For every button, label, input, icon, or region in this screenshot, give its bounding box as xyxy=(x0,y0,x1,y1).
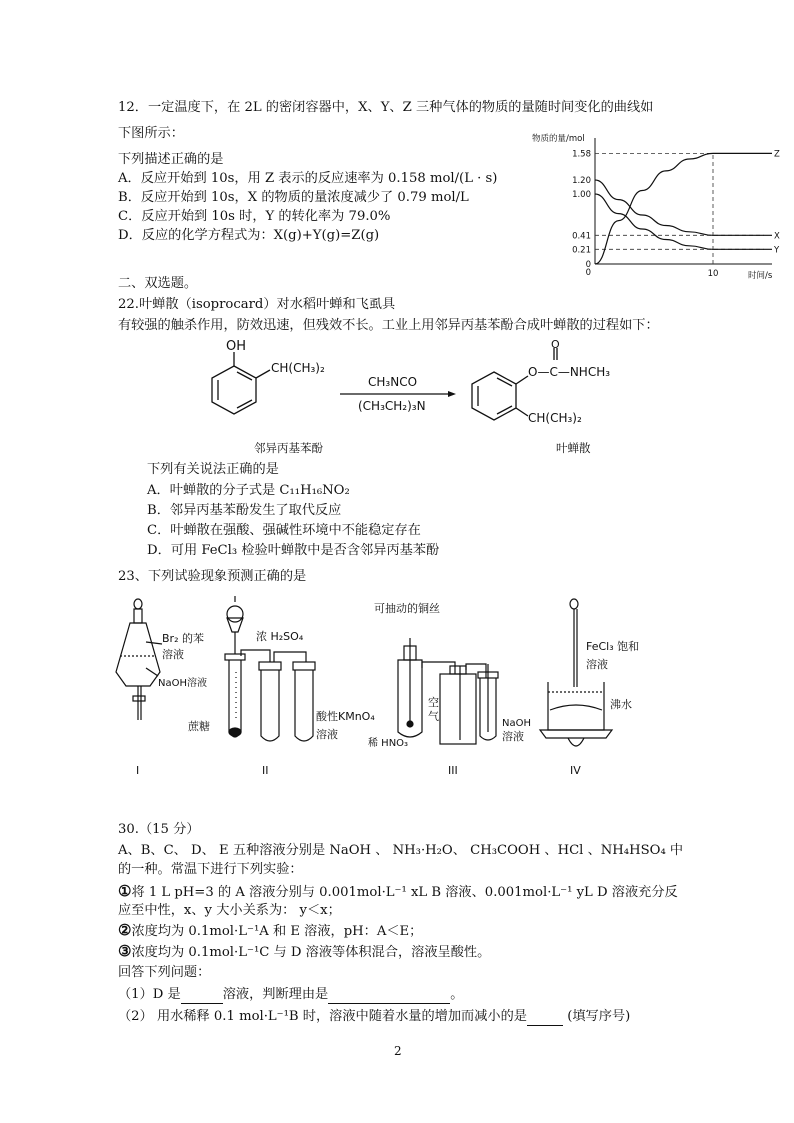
chart-xlabel: 时间/s xyxy=(748,271,773,281)
q30-sub1-c: 。 xyxy=(450,987,464,1002)
apparatus-iv-ferric-chloride-boiling-water xyxy=(540,599,612,746)
q30-title: 30.（15 分） xyxy=(118,822,200,837)
circled-number-3: ③ xyxy=(118,942,132,960)
product-benzene-ring xyxy=(472,348,557,420)
apparatus-diagrams xyxy=(110,592,670,782)
circled-number-1: ① xyxy=(118,882,132,900)
q23-title: 23、下列试验现象预测正确的是 xyxy=(118,569,307,584)
apparatus-ii-number: II xyxy=(262,764,269,777)
series-label-y: Y xyxy=(774,245,780,256)
q22-option-a: A．叶蝉散的分子式是 C₁₁H₁₆NO₂ xyxy=(147,483,350,498)
i-label-solution: 溶液 xyxy=(162,648,184,661)
q30-item1 xyxy=(118,882,678,902)
q30-sub1-b: 溶液，判断理由是 xyxy=(222,987,329,1002)
iii-label-solution: 溶液 xyxy=(502,730,524,743)
iv-label-boiling-water: 沸水 xyxy=(610,698,632,711)
iii-label-hno3: 稀 HNO₃ xyxy=(368,738,409,749)
product-carbonyl-o: O xyxy=(551,338,560,351)
apparatus-iv-number: IV xyxy=(570,764,581,777)
q30-line3: 将 1 L pH=3 的 A 溶液分别与 0.001mol·L⁻¹ xL B 溶液、0.001mol·L⁻¹ yL D 溶液充分反 xyxy=(131,885,678,900)
q30-sub1 xyxy=(118,986,463,1004)
series-label-x: X xyxy=(774,231,780,242)
amount-vs-time-chart xyxy=(530,128,785,284)
ii-label-kmno4: 酸性KMnO₄ xyxy=(316,710,375,723)
reactant-oh-label: OH xyxy=(226,339,247,354)
reactant-isopropyl-label: CH(CH₃)₂ xyxy=(271,361,325,375)
q30-line7: 回答下列问题： xyxy=(118,965,211,980)
q22-option-d: D．可用 FeCl₃ 检验叶蝉散中是否含邻异丙基苯酚 xyxy=(147,543,440,558)
apparatus-iii-number: III xyxy=(448,764,458,777)
q22-title: 22.叶蝉散（isoprocard）对水稻叶蝉和飞虱具 xyxy=(118,297,396,312)
reaction-arrowhead xyxy=(448,391,456,397)
section2-title: 二、双选题。 xyxy=(118,276,198,291)
q30-line1: A、B、C、 D、 E 五种溶液分别是 NaOH 、 NH₃·H₂O、 CH₃COOH 、HCl 、NH₄HSO₄ 中 xyxy=(118,843,684,858)
q12-option-b: B．反应开始到 10s，X 的物质的量浓度减少了 0.79 mol/L xyxy=(118,190,469,205)
series-line-x xyxy=(595,180,772,235)
answer-blank-3[interactable] xyxy=(527,1012,563,1026)
q30-line2: 的一种。常温下进行下列实验： xyxy=(118,862,303,877)
q30-sub2 xyxy=(118,1008,630,1026)
iii-label-air2: 气 xyxy=(428,710,439,723)
q22-option-c: C．叶蝉散在强酸、强碱性环境中不能稳定存在 xyxy=(147,523,421,538)
q30-line4: 应至中性，x、y 大小关系为： y＜x； xyxy=(118,903,341,918)
q30-line5: 浓度均为 0.1mol·L⁻¹A 和 E 溶液，pH：A＜E； xyxy=(131,924,423,939)
reaction-scheme xyxy=(190,338,650,458)
apparatus-i-separatory-funnel xyxy=(116,599,162,720)
product-isopropyl-label: CH(CH₃)₂ xyxy=(528,411,582,425)
q12-option-a: A．反应开始到 10s，用 Z 表示的反应速率为 0.158 mol/(L · s) xyxy=(118,171,498,186)
y-tick-label: 0 xyxy=(585,260,591,270)
ii-label-sucrose: 蔗糖 xyxy=(188,720,210,733)
reagent-top: CH₃NCO xyxy=(368,375,418,389)
y-tick-label: 1.20 xyxy=(572,176,591,186)
series-line-y xyxy=(595,194,772,249)
chart-ylabel: 物质的量/mol xyxy=(532,134,585,144)
apparatus-iii-copper-wire-nitric-acid xyxy=(398,638,498,744)
page-number: 2 xyxy=(394,1044,402,1058)
q30-item3 xyxy=(118,942,490,962)
product-name: 叶蝉散 xyxy=(556,441,591,455)
q12-prompt: 下列描述正确的是 xyxy=(118,152,224,167)
apparatus-i-number: I xyxy=(136,764,140,777)
y-tick-label: 1.00 xyxy=(572,190,591,200)
i-label-bromine: Br₂ 的苯 xyxy=(162,632,204,645)
iii-label-naoh: NaOH xyxy=(502,718,531,729)
q12-stem-line2: 下图所示： xyxy=(118,126,184,141)
reagent-bottom: (CH₃CH₂)₃N xyxy=(358,399,426,413)
series-label-z: Z xyxy=(774,149,780,160)
q30-sub2-b: (填写序号) xyxy=(563,1009,631,1024)
circled-number-2: ② xyxy=(118,921,132,939)
y-tick-label: 0.21 xyxy=(572,245,591,256)
iii-label-air1: 空 xyxy=(428,696,439,709)
q22-option-b: B．邻异丙基苯酚发生了取代反应 xyxy=(147,503,342,518)
q30-line6: 浓度均为 0.1mol·L⁻¹C 与 D 溶液等体积混合，溶液呈酸性。 xyxy=(131,945,491,960)
apparatus-ii-sucrose-dehydration xyxy=(225,596,315,741)
ii-label-solution: 溶液 xyxy=(316,728,338,741)
answer-blank-2[interactable] xyxy=(328,990,450,1004)
q30-item2 xyxy=(118,921,422,941)
iv-label-solution: 溶液 xyxy=(586,658,608,671)
x-tick-label: 0 xyxy=(585,268,591,278)
reactant-name: 邻异丙基苯酚 xyxy=(254,441,323,455)
q22-line2: 有较强的触杀作用，防效迅速，但残效不长。工业上用邻异丙基苯酚合成叶蝉散的过程如下： xyxy=(118,318,659,333)
y-tick-label: 0.41 xyxy=(572,231,591,242)
q30-sub2-a: （2） 用水稀释 0.1 mol·L⁻¹B 时，溶液中随着水量的增加而减小的是 xyxy=(118,1009,527,1024)
iv-label-fecl3: FeCl₃ 饱和 xyxy=(586,640,640,653)
product-carbamate-chain: O—C—NHCH₃ xyxy=(528,365,611,379)
q12-option-d: D．反应的化学方程式为：X(g)+Y(g)=Z(g) xyxy=(118,228,380,243)
q12-stem-line1: 12．一定温度下，在 2L 的密闭容器中，X、Y、Z 三种气体的物质的量随时间变化的曲线如 xyxy=(118,100,654,115)
iii-label-copper-wire: 可抽动的铜丝 xyxy=(374,602,440,615)
series-line-z xyxy=(595,153,772,264)
x-tick-label: 10 xyxy=(707,269,719,279)
reactant-benzene-ring xyxy=(212,352,270,414)
y-tick-label: 1.58 xyxy=(572,149,591,160)
q22-prompt: 下列有关说法正确的是 xyxy=(147,462,279,477)
i-label-naoh: NaOH溶液 xyxy=(158,678,207,689)
answer-blank-1[interactable] xyxy=(181,990,223,1004)
ii-label-h2so4: 浓 H₂SO₄ xyxy=(256,630,304,643)
q30-sub1-a: （1）D 是 xyxy=(118,987,181,1002)
q12-option-c: C．反应开始到 10s 时，Y 的转化率为 79.0% xyxy=(118,209,391,224)
